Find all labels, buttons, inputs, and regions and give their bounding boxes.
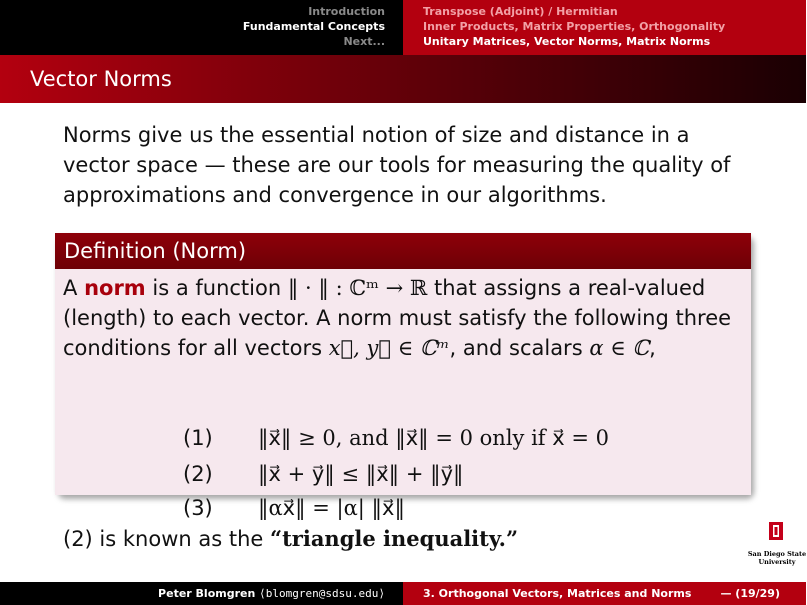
nav-section-fundamental-concepts[interactable]: Fundamental Concepts xyxy=(242,20,385,33)
definition-block xyxy=(55,233,751,520)
nav-subsection-inner-products[interactable]: Inner Products, Matrix Properties, Orthogonality xyxy=(423,20,726,33)
definition-text xyxy=(63,273,743,363)
def-mid1: is a function xyxy=(152,276,282,300)
def-vectors: x⃗, y⃗ ∈ ℂᵐ xyxy=(328,336,450,360)
section-nav xyxy=(0,0,403,55)
def-colon: : xyxy=(335,276,343,300)
footer-lecture-title[interactable]: 3. Orthogonal Vectors, Matrices and Norms xyxy=(423,587,692,600)
equation-number: (2) xyxy=(183,462,213,486)
triangle-inequality-note xyxy=(63,524,518,554)
nav-section-introduction[interactable]: Introduction xyxy=(308,5,385,18)
slide-title-bar xyxy=(0,55,806,103)
def-term-norm: norm xyxy=(84,276,146,300)
equation-expression: ‖x⃗ + y⃗‖ ≤ ‖x⃗‖ + ‖y⃗‖ xyxy=(258,462,464,486)
footer-author-area xyxy=(0,582,403,605)
intro-paragraph: Norms give us the essential notion of size and distance in a vector space — these are our tools for measuring the quality of approximations and convergence in our algorithms. xyxy=(63,123,731,207)
footer-title-area xyxy=(403,582,806,605)
footer-bar xyxy=(0,582,806,605)
def-mid3: , and scalars xyxy=(449,336,583,360)
logo-line1: San Diego State xyxy=(747,550,807,558)
top-navigation xyxy=(0,0,806,55)
definition-body xyxy=(55,269,751,520)
equation-expression: ‖αx⃗‖ = |α| ‖x⃗‖ xyxy=(258,496,405,520)
equation-number: (1) xyxy=(183,426,213,450)
def-norm-symbol: ‖ · ‖ xyxy=(287,276,329,300)
note-prefix: (2) is known as the xyxy=(63,527,264,551)
nav-section-next[interactable]: Next... xyxy=(343,35,385,48)
footer-author: Peter Blomgren xyxy=(158,587,256,600)
sdsu-tower-icon xyxy=(769,522,783,540)
nav-subsection-transpose[interactable]: Transpose (Adjoint) / Hermitian xyxy=(423,5,618,18)
def-end: , xyxy=(649,336,656,360)
definition-heading: Definition (Norm) xyxy=(55,233,751,269)
def-prefix: A xyxy=(63,276,78,300)
slide-title: Vector Norms xyxy=(30,67,172,91)
def-domain: ℂᵐ → ℝ xyxy=(349,276,428,300)
note-emphasis: “triangle inequality.” xyxy=(270,526,519,551)
equation-number: (3) xyxy=(183,496,213,520)
logo-line2: University xyxy=(758,558,796,566)
subsection-nav xyxy=(403,0,806,55)
def-mid2: that assigns a real-valued (length) to each vector. A norm must satisfy the following three conditions for all vectors xyxy=(63,276,732,360)
equation-expression: ‖x⃗‖ ≥ 0, and ‖x⃗‖ = 0 only if x⃗ = 0 xyxy=(258,426,609,450)
nav-subsection-unitary-matrices[interactable]: Unitary Matrices, Vector Norms, Matrix Norms xyxy=(423,35,711,48)
footer-email: ⟨blomgren@sdsu.edu⟩ xyxy=(259,587,385,600)
footer-page-number: — (19/29) xyxy=(720,587,780,600)
def-scalars: α ∈ ℂ xyxy=(589,336,650,360)
sdsu-logo xyxy=(747,522,807,566)
